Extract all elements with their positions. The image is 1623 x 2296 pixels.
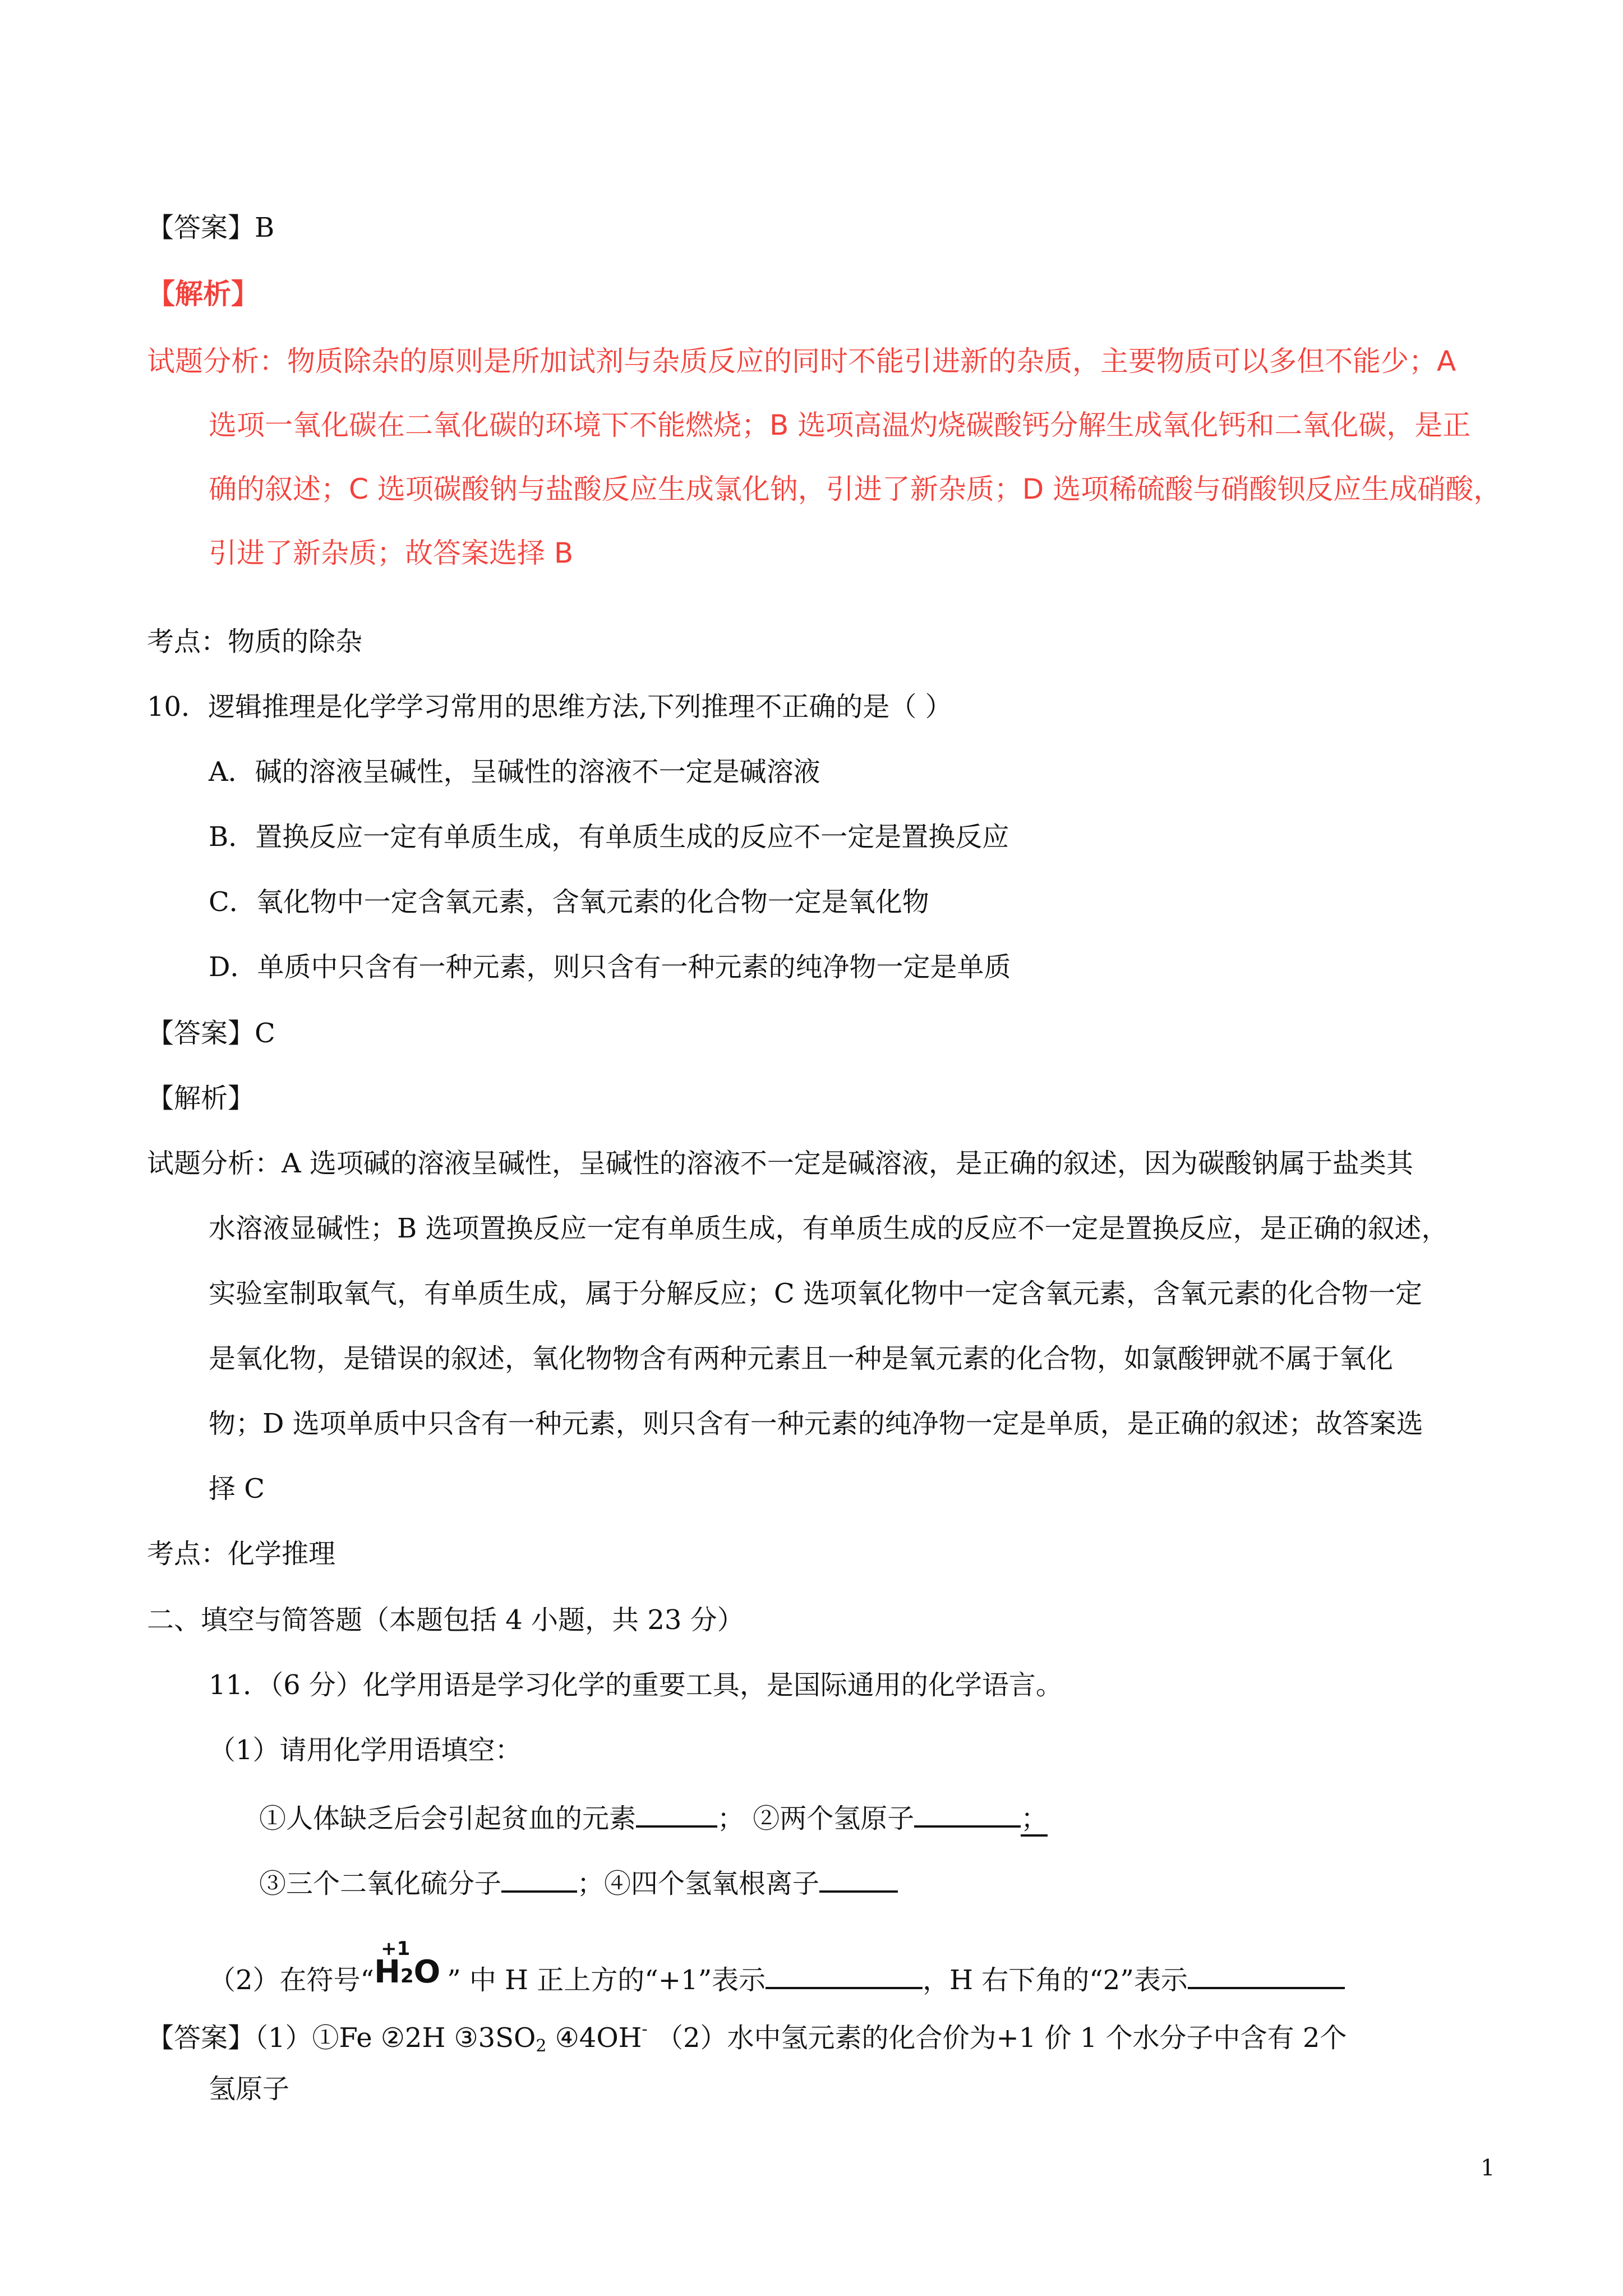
q10-stem: 10．逻辑推理是化学学习常用的思维方法,下列推理不正确的是（ ） — [147, 691, 952, 723]
answer-label: 【答案】 — [147, 212, 255, 243]
q11-part2-a: （2）在符号“ — [209, 1964, 375, 1996]
q11-item3: ③三个二氧化硫分子 — [259, 1868, 502, 1899]
answer-blank[interactable] — [501, 1864, 577, 1893]
answer-sub: 2 — [536, 2036, 547, 2056]
prev-analysis-line-4: 引进了新杂质；故答案选择 B — [209, 537, 574, 569]
answer-value: B — [255, 212, 275, 243]
valence-label: +1 — [381, 1938, 411, 1960]
q10-option-d: D．单质中只含有一种元素，则只含有一种元素的纯净物一定是单质 — [209, 951, 1011, 983]
prev-analysis-heading: 【解析】 — [147, 278, 259, 310]
symbol-h: H — [374, 1954, 400, 1990]
answer-blank[interactable] — [914, 1798, 1021, 1828]
q10-analysis-line-2: 水溶液显碱性；B 选项置换反应一定有单质生成，有单质生成的反应不一定是置换反应，是正确的叙述， — [209, 1213, 1449, 1244]
q10-option-b: B．置换反应一定有单质生成，有单质生成的反应不一定是置换反应 — [209, 821, 1009, 853]
prev-analysis-line-1: 试题分析：物质除杂的原则是所加试剂与杂质反应的同时不能引进新的杂质，主要物质可以多但不能少；A — [147, 345, 1456, 378]
q10-option-c: C．氧化物中一定含氧元素，含氧元素的化合物一定是氧化物 — [209, 886, 929, 918]
q10-kaodian: 考点：化学推理 — [147, 1538, 336, 1570]
prev-answer-line — [147, 211, 274, 245]
q11-part2-b: ” 中 H 正上方的“+1”表示 — [447, 1964, 766, 1996]
symbol-subscript: 2 — [400, 1965, 414, 1987]
q11-item1-end: ； — [1021, 1803, 1048, 1837]
q11-item1: ①人体缺乏后会引起贫血的元素 — [259, 1803, 637, 1834]
q10-analysis-line-5: 物；D 选项单质中只含有一种元素，则只含有一种元素的纯净物一定是单质，是正确的叙述；故答案选 — [209, 1408, 1423, 1439]
q11-answer-cont: 氢原子 — [209, 2073, 290, 2105]
prev-analysis-line-2: 选项一氧化碳在二氧化碳的环境下不能燃烧；B 选项高温灼烧碳酸钙分解生成氧化钙和二氧化碳，是正 — [209, 409, 1471, 441]
answer-label: 【答案】 — [147, 2022, 255, 2054]
answer-blank[interactable] — [766, 1960, 923, 1989]
answer-blank[interactable] — [819, 1864, 898, 1893]
q11-item-row-1 — [259, 1798, 1048, 1835]
answer-blank[interactable] — [1188, 1960, 1345, 1989]
answer-part-a: （1）①Fe ②2H ③3SO — [255, 2022, 536, 2054]
answer-part-c: （2）水中氢元素的化合价为+1 价 1 个水分子中含有 2个 — [647, 2022, 1347, 2054]
page-number: 1 — [1481, 2155, 1495, 2181]
q11-stem: 11．（6 分）化学用语是学习化学的重要工具，是国际通用的化学语言。 — [209, 1669, 1063, 1701]
answer-sup: - — [642, 2019, 648, 2039]
section-title: 二、填空与简答题（本题包括 4 小题，共 23 分） — [147, 1604, 744, 1636]
h2o-symbol — [374, 1938, 447, 1990]
q10-analysis-line-6: 择 C — [209, 1473, 265, 1504]
q10-analysis-line-1: 试题分析：A 选项碱的溶液呈碱性，呈碱性的溶液不一定是碱溶液，是正确的叙述，因为碳酸钠属于盐类其 — [147, 1148, 1413, 1179]
q11-part2-c: ，H 右下角的“2”表示 — [923, 1964, 1188, 1996]
q11-item1-sep: ； ②两个氢原子 — [717, 1803, 915, 1834]
prev-analysis-line-3: 确的叙述；C 选项碳酸钠与盐酸反应生成氯化钠，引进了新杂质；D 选项稀硫酸与硝酸钡反应生成硝酸， — [209, 473, 1502, 505]
symbol-o: O — [413, 1954, 441, 1990]
q11-answer-line — [147, 2013, 1347, 2063]
q10-answer-line — [147, 1016, 275, 1050]
answer-blank[interactable] — [636, 1798, 717, 1828]
q10-analysis-line-3: 实验室制取氧气，有单质生成，属于分解反应；C 选项氧化物中一定含氧元素，含氧元素的化合物一定 — [209, 1278, 1422, 1309]
q11-item-row-2 — [259, 1864, 898, 1901]
q11-part2 — [209, 1938, 1345, 1997]
q11-part1: （1）请用化学用语填空： — [209, 1734, 522, 1766]
q10-option-a: A．碱的溶液呈碱性，呈碱性的溶液不一定是碱溶液 — [209, 756, 820, 788]
prev-kaodian: 考点：物质的除杂 — [147, 626, 363, 657]
q10-analysis-heading: 【解析】 — [147, 1083, 255, 1114]
answer-label: 【答案】 — [147, 1018, 255, 1049]
q10-analysis-line-4: 是氧化物，是错误的叙述，氧化物物含有两种元素且一种是氧元素的化合物，如氯酸钾就不属于氧化 — [209, 1343, 1394, 1374]
q11-item3-sep: ；④四个氢氧根离子 — [577, 1868, 820, 1899]
answer-part-b: ④4OH — [546, 2022, 642, 2054]
answer-value: C — [255, 1018, 275, 1049]
